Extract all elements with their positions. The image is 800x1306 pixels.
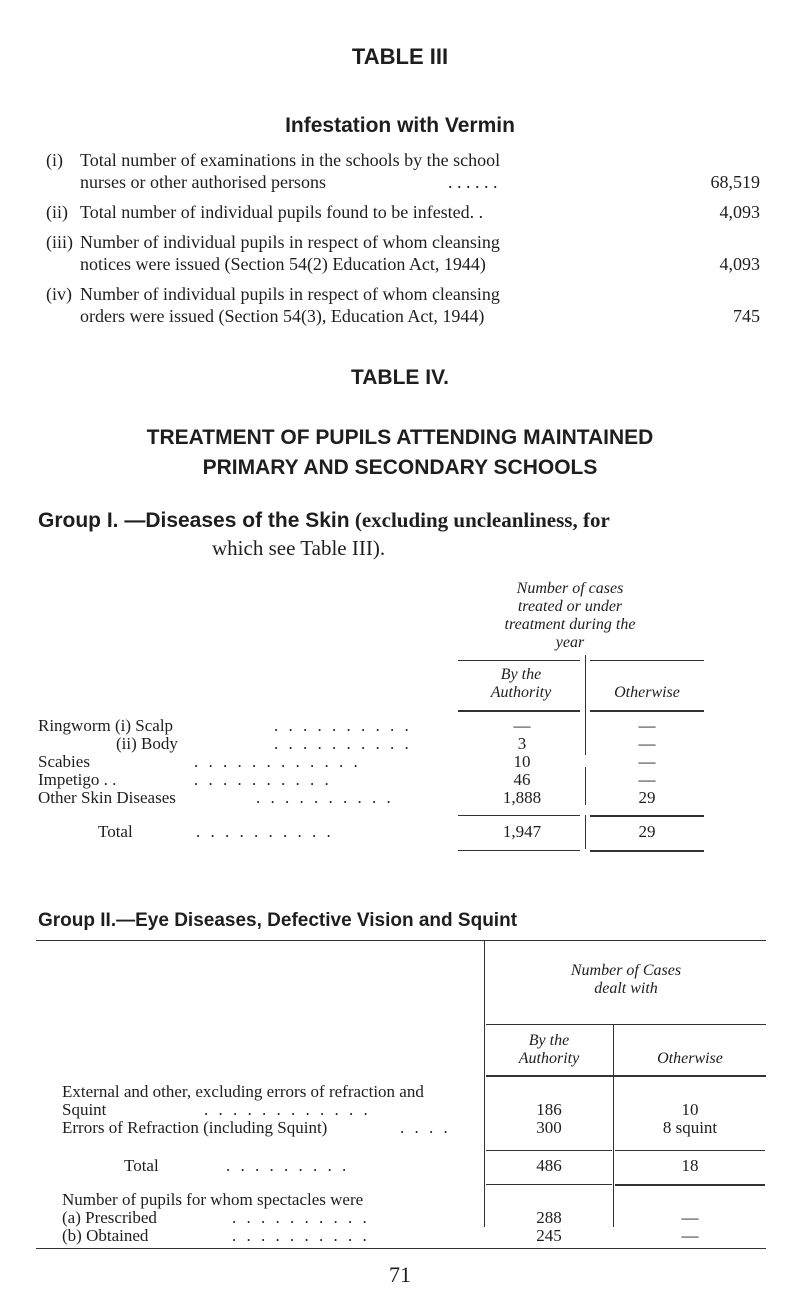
group2-row-dots: . . . . . . . . . . . . [204, 1100, 371, 1119]
item-text: notices were issued (Section 54(2) Education Act, 1944) [80, 254, 486, 274]
group1-row-other: — [638, 716, 656, 735]
group1-row-dots: . . . . . . . . . . [274, 716, 412, 735]
group2-total-rule [486, 1150, 612, 1151]
group2-spectacles-label: Number of pupils for whom spectacles were [62, 1190, 364, 1209]
group2-row-label: External and other, excluding errors of refraction and [62, 1082, 424, 1101]
group2-total-rule [615, 1150, 765, 1151]
col-header-line: Number of Cases [570, 962, 682, 979]
group2-row-dots: . . . . [400, 1118, 451, 1137]
group1-total-dots: . . . . . . . . . . [196, 822, 334, 841]
group1-bottom-rule [458, 850, 580, 851]
group2-row-by: 300 [536, 1118, 562, 1137]
group2-bottom-rule [36, 1248, 766, 1249]
group2-obtained-by: 245 [536, 1226, 562, 1245]
item-value: 4,093 [719, 254, 760, 274]
group2-row-label: Squint [62, 1100, 107, 1119]
group1-row-other: — [638, 734, 656, 753]
group1-col-divider [585, 815, 586, 849]
item-roman: (iii) [46, 232, 73, 252]
group1-total-rule [458, 815, 580, 816]
group2-row-other: 10 [681, 1100, 699, 1119]
group1-row-by: 10 [513, 752, 531, 771]
group2-obtained-dots: . . . . . . . . . . [232, 1226, 370, 1245]
item-value: 745 [733, 306, 760, 326]
group2-total-label: Total [124, 1156, 159, 1175]
item-text: Number of individual pupils in respect of whom cleansing [80, 284, 500, 304]
page-number: 71 [389, 1262, 411, 1287]
col-header-line: treatment during the [504, 616, 636, 633]
group2-col-header [486, 962, 766, 998]
col1-header-line: Authority [518, 1050, 580, 1067]
group1-row-label: Scabies [38, 752, 90, 771]
item-text: orders were issued (Section 54(3), Education Act, 1944) [80, 306, 485, 326]
group2-col1-header [486, 1032, 612, 1068]
item-text: Total number of examinations in the schools by the school [80, 150, 501, 170]
group2-col-divider [613, 1024, 614, 1227]
group1-total-rule [590, 815, 704, 817]
group2-row-label: Errors of Refraction (including Squint) [62, 1118, 328, 1137]
col-header-line: Number of cases [516, 580, 624, 597]
group1-row-label: Ringworm (i) Scalp [38, 716, 174, 735]
item-value: 4,093 [719, 202, 760, 222]
item-roman: (i) [46, 150, 63, 170]
group1-bottom-rule [590, 850, 704, 852]
item-dots: . . . . . . [448, 172, 498, 192]
group1-row-dots: . . . . . . . . . . [274, 734, 412, 753]
table4-heading-line2: PRIMARY AND SECONDARY SCHOOLS [202, 456, 598, 479]
group2-top-rule [36, 940, 766, 941]
col1-header-line: Authority [490, 684, 552, 701]
group2-heading: Group II.—Eye Diseases, Defective Vision and Squint [38, 910, 518, 931]
group1-row-by: 46 [513, 770, 531, 789]
group1-row-label: Impetigo . . [38, 770, 117, 789]
group1-row-label: Other Skin Diseases [38, 788, 176, 807]
group2-obtained-label: (b) Obtained [62, 1226, 149, 1245]
group1-header-rule-bottom [458, 710, 580, 712]
group2-row-other: 8 squint [662, 1118, 718, 1137]
col1-header-line: By the [528, 1032, 570, 1049]
col1-header-line: By the [500, 666, 542, 683]
item-roman: (iv) [46, 284, 72, 304]
table3-title: TABLE III [351, 44, 449, 69]
group1-heading-prefix: Group I. —Diseases of the Skin [38, 509, 350, 532]
group1-row-dots: . . . . . . . . . . [194, 770, 332, 789]
group1-col1-header [466, 666, 576, 702]
col-header-line: year [555, 634, 585, 651]
group2-total-bottom-rule [486, 1184, 612, 1185]
group1-heading-line2: which see Table III). [212, 536, 386, 560]
group1-col2-header: Otherwise [614, 684, 680, 701]
group1-total-by: 1,947 [502, 822, 542, 841]
col-header-line: treated or under [517, 598, 623, 615]
group1-row-by: — [513, 716, 531, 735]
group2-prescribed-by: 288 [536, 1208, 562, 1227]
group1-col-divider [585, 767, 586, 805]
group2-prescribed-other: — [681, 1208, 699, 1227]
group2-obtained-other: — [681, 1226, 699, 1245]
group1-row-dots: . . . . . . . . . . . . [194, 752, 361, 771]
group2-prescribed-dots: . . . . . . . . . . [232, 1208, 370, 1227]
group1-row-label: (ii) Body [116, 734, 178, 753]
group1-total-label: Total [98, 822, 133, 841]
group1-header-rule [590, 660, 704, 661]
col-header-line: dealt with [594, 980, 658, 997]
group2-total-dots: . . . . . . . . . [226, 1156, 350, 1175]
group1-row-by: 1,888 [502, 788, 542, 807]
group1-row-dots: . . . . . . . . . . [256, 788, 394, 807]
group1-heading [38, 508, 610, 533]
table4-title: TABLE IV. [350, 366, 450, 389]
item-roman: (ii) [46, 202, 68, 222]
group1-header-rule [458, 660, 580, 661]
item-text: Number of individual pupils in respect of whom cleansing [80, 232, 500, 252]
table3-subtitle: Infestation with Vermin [285, 114, 515, 137]
group1-row-by: 3 [517, 734, 527, 753]
group1-row-other: — [638, 770, 656, 789]
group1-row-other: 29 [638, 788, 656, 807]
table4-heading-line1: TREATMENT OF PUPILS ATTENDING MAINTAINED [146, 426, 654, 449]
group2-header-rule-bottom [486, 1075, 766, 1077]
group2-row-by: 186 [536, 1100, 562, 1119]
group2-total-other: 18 [681, 1156, 699, 1175]
group1-row-other: — [638, 752, 656, 771]
group2-prescribed-label: (a) Prescribed [62, 1208, 157, 1227]
item-value: 68,519 [710, 172, 760, 192]
group1-heading-suffix: (excluding uncleanliness, for [349, 508, 610, 532]
group1-total-other: 29 [638, 822, 656, 841]
item-text: Total number of individual pupils found to be infested. . [80, 202, 484, 222]
item-text: nurses or other authorised persons [80, 172, 326, 192]
group1-col-divider [585, 655, 586, 755]
group2-header-rule [486, 1024, 766, 1025]
group2-total-bottom-rule [615, 1184, 765, 1186]
group2-total-by: 486 [536, 1156, 562, 1175]
group1-col-header [440, 580, 700, 652]
group2-col2-header: Otherwise [657, 1050, 723, 1067]
group2-col-divider [484, 940, 485, 1227]
group1-header-rule-bottom [590, 710, 704, 712]
